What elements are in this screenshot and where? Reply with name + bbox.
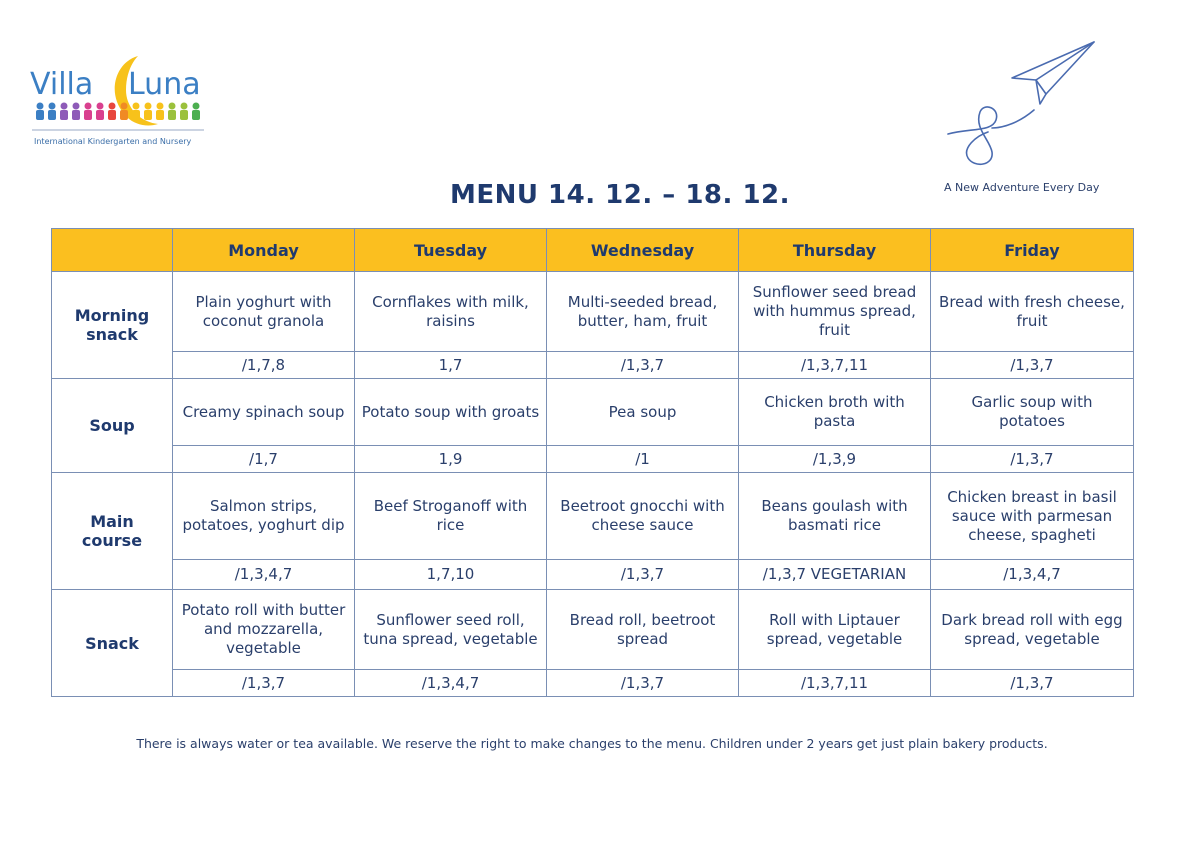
dish-cell: Dark bread roll with egg spread, vegetable [931, 590, 1134, 670]
allergen-cell: 1,9 [355, 446, 547, 473]
day-header-wednesday: Wednesday [547, 229, 739, 272]
logo-name-luna: Luna [128, 67, 201, 102]
dish-cell: Chicken broth with pasta [739, 379, 931, 446]
header-corner [52, 229, 173, 272]
table-row [52, 560, 1134, 590]
dish-cell: Beans goulash with basmati rice [739, 473, 931, 560]
dish-cell: Roll with Liptauer spread, vegetable [739, 590, 931, 670]
footer-note: There is always water or tea available. We reserve the right to make changes to the menu. Children under 2 years get just plain bakery products. [136, 736, 1048, 751]
table-row [52, 272, 1134, 352]
dish-cell: Potato soup with groats [355, 379, 547, 446]
dish-cell: Sunflower seed roll, tuna spread, vegetable [355, 590, 547, 670]
table-row [52, 670, 1134, 697]
dish-cell: Bread roll, beetroot spread [547, 590, 739, 670]
allergen-cell: /1,3,7 [173, 670, 355, 697]
villa-luna-logo [28, 52, 218, 152]
dish-cell: Bread with fresh cheese, fruit [931, 272, 1134, 352]
meal-label-main-course: Main course [52, 473, 173, 590]
allergen-cell: /1,3,7 [931, 446, 1134, 473]
logo-subtitle: International Kindergarten and Nursery [34, 137, 192, 146]
menu-table [51, 228, 1134, 697]
day-header-friday: Friday [931, 229, 1134, 272]
allergen-cell: /1,3,7 [547, 670, 739, 697]
allergen-cell: /1,3,7 [931, 352, 1134, 379]
table-row [52, 473, 1134, 560]
dish-cell: Sunflower seed bread with hummus spread, fruit [739, 272, 931, 352]
tagline: A New Adventure Every Day [944, 181, 1100, 194]
allergen-cell: /1,3,7 [547, 352, 739, 379]
dish-cell: Creamy spinach soup [173, 379, 355, 446]
meal-label-soup: Soup [52, 379, 173, 473]
dish-cell: Plain yoghurt with coconut granola [173, 272, 355, 352]
meal-label-morning-snack: Morning snack [52, 272, 173, 379]
dish-cell: Potato roll with butter and mozzarella, vegetable [173, 590, 355, 670]
dish-cell: Cornflakes with milk, raisins [355, 272, 547, 352]
table-row [52, 590, 1134, 670]
dish-cell: Chicken breast in basil sauce with parmesan cheese, spagheti [931, 473, 1134, 560]
meal-label-snack: Snack [52, 590, 173, 697]
day-header-tuesday: Tuesday [355, 229, 547, 272]
paper-plane-icon [940, 36, 1110, 172]
allergen-cell: 1,7 [355, 352, 547, 379]
day-header-monday: Monday [173, 229, 355, 272]
table-row [52, 446, 1134, 473]
dish-cell: Salmon strips, potatoes, yoghurt dip [173, 473, 355, 560]
children-figures-icon [36, 103, 200, 121]
allergen-cell: /1,3,9 [739, 446, 931, 473]
table-row [52, 379, 1134, 446]
allergen-cell: 1,7,10 [355, 560, 547, 590]
allergen-cell: /1,3,7 [547, 560, 739, 590]
allergen-cell: /1,3,7 VEGETARIAN [739, 560, 931, 590]
dish-cell: Pea soup [547, 379, 739, 446]
dish-cell: Multi-seeded bread, butter, ham, fruit [547, 272, 739, 352]
dish-cell: Beef Stroganoff with rice [355, 473, 547, 560]
allergen-cell: /1,3,4,7 [931, 560, 1134, 590]
day-header-thursday: Thursday [739, 229, 931, 272]
logo-name-villa: Villa [30, 67, 94, 102]
page-title: MENU 14. 12. – 18. 12. [450, 180, 790, 210]
allergen-cell: /1,3,7,11 [739, 352, 931, 379]
allergen-cell: /1,3,4,7 [173, 560, 355, 590]
table-row [52, 352, 1134, 379]
allergen-cell: /1,3,7,11 [739, 670, 931, 697]
allergen-cell: /1,3,4,7 [355, 670, 547, 697]
allergen-cell: /1,3,7 [931, 670, 1134, 697]
dish-cell: Garlic soup with potatoes [931, 379, 1134, 446]
allergen-cell: /1,7 [173, 446, 355, 473]
allergen-cell: /1,7,8 [173, 352, 355, 379]
header-row [52, 229, 1134, 272]
allergen-cell: /1 [547, 446, 739, 473]
dish-cell: Beetroot gnocchi with cheese sauce [547, 473, 739, 560]
